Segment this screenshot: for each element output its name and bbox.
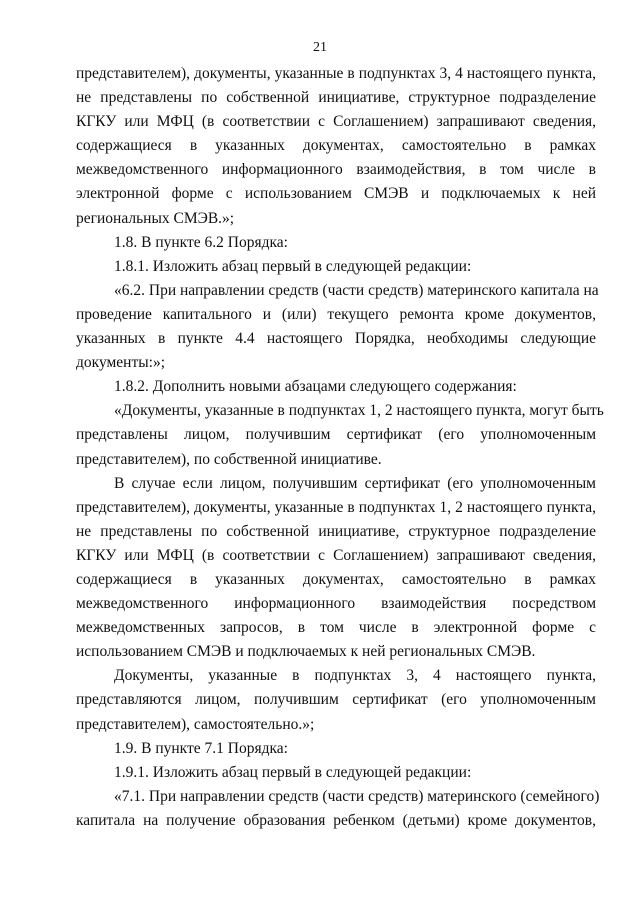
text-line: содержащиеся в указанных документах, самостоятельно в рамках	[76, 137, 596, 155]
text-line: представителем), самостоятельно.»;	[76, 715, 315, 733]
text-line: использованием СМЭВ и подключаемых к ней региональных СМЭВ.	[76, 643, 536, 661]
text-line: 1.9.1. Изложить абзац первый в следующей редакции:	[114, 763, 472, 781]
document-body	[76, 62, 604, 833]
text-line: представителем), документы, указанные в подпунктах 1, 2 настоящего пункта,	[76, 498, 596, 516]
text-line: КГКУ или МФЦ (в соответствии с Соглашением) запрашивают сведения,	[76, 546, 596, 564]
text-line: «7.1. При направлении средств (части средств) материнского (семейного)	[114, 787, 600, 805]
text-line: представлены лицом, получившим сертификат (его уполномоченным	[76, 426, 596, 444]
page-number: 21	[313, 40, 327, 55]
text-line: межведомственного информационного взаимодействия посредством	[76, 595, 596, 613]
text-line: региональных СМЭВ.»;	[76, 209, 235, 227]
text-line: не представлены по собственной инициативе, структурное подразделение	[76, 89, 596, 107]
text-line: Документы, указанные в подпунктах 3, 4 настоящего пункта,	[114, 667, 596, 685]
text-line: электронной форме с использованием СМЭВ и подключаемых к ней	[76, 185, 596, 203]
text-line: 1.8. В пункте 6.2 Порядка:	[114, 233, 288, 251]
text-line: не представлены по собственной инициативе, структурное подразделение	[76, 522, 596, 540]
text-line: представителем), по собственной инициативе.	[76, 450, 382, 468]
text-line: содержащиеся в указанных документах, самостоятельно в рамках	[76, 570, 596, 588]
text-line: «6.2. При направлении средств (части средств) материнского капитала на	[114, 281, 599, 299]
text-line: представляются лицом, получившим сертификат (его уполномоченным	[76, 691, 596, 709]
text-line: КГКУ или МФЦ (в соответствии с Соглашением) запрашивают сведения,	[76, 113, 596, 131]
text-line: 1.8.1. Изложить абзац первый в следующей редакции:	[114, 257, 472, 275]
text-line: документы:»;	[76, 354, 166, 372]
text-line: 1.8.2. Дополнить новыми абзацами следующего содержания:	[114, 378, 517, 396]
text-line: В случае если лицом, получившим сертификат (его уполномоченным	[114, 474, 596, 492]
text-line: 1.9. В пункте 7.1 Порядка:	[114, 739, 288, 757]
text-line: проведение капитального и (или) текущего ремонта кроме документов,	[76, 305, 596, 323]
text-line: представителем), документы, указанные в подпунктах 3, 4 настоящего пункта,	[76, 65, 596, 82]
text-line: межведомственного информационного взаимодействия, в том числе в	[76, 161, 596, 179]
text-line: капитала на получение образования ребенком (детьми) кроме документов,	[76, 811, 596, 829]
text-line: «Документы, указанные в подпунктах 1, 2 настоящего пункта, могут быть	[114, 402, 604, 420]
text-line: межведомственных запросов, в том числе в электронной форме с	[76, 619, 596, 637]
text-line: указанных в пункте 4.4 настоящего Порядка, необходимы следующие	[76, 330, 596, 348]
